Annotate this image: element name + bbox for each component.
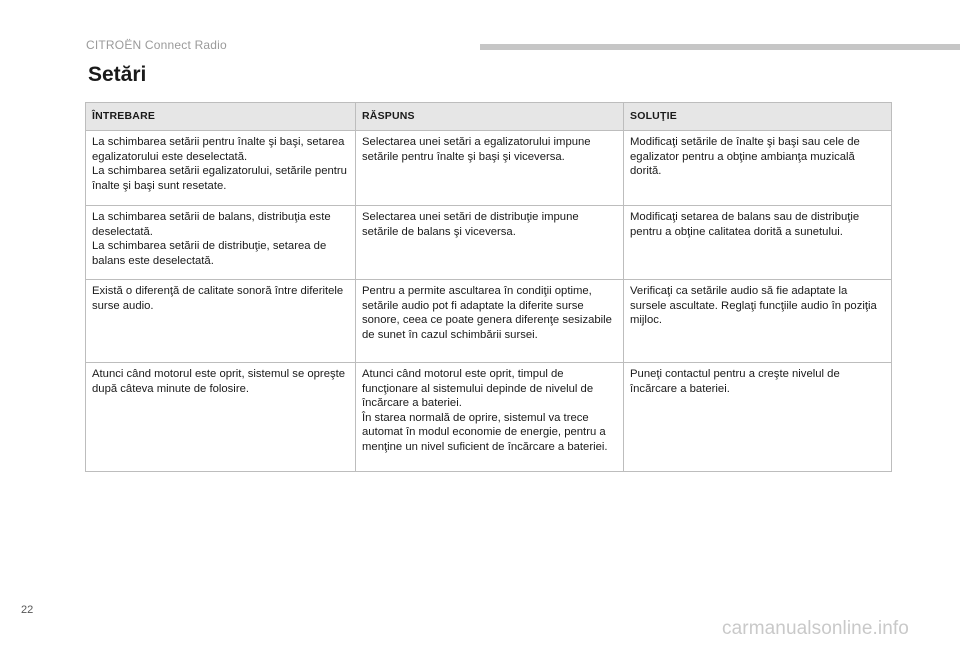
- table-row: [86, 206, 892, 280]
- page-number: 22: [21, 604, 34, 616]
- watermark-text: carmanualsonline.info: [722, 618, 909, 639]
- manual-header-title: CITROËN Connect Radio: [86, 38, 227, 52]
- table-row: [86, 280, 892, 363]
- header-rule-bar: [480, 44, 960, 50]
- answer-cell: Pentru a permite ascultarea în condiţii optime, setările audio pot fi adaptate la diferite surse sonore, ceea ce poate genera diferenţe sesizabile de sunet în cazul schimbării sursei.: [356, 280, 624, 363]
- answer-cell: Atunci când motorul este oprit, timpul de funcţionare al sistemului depinde de nivelul de încărcare a bateriei. În starea normală de oprire, sistemul va trece automat în modul economie de energie, pentru a menţine un nivel suficient de încărcare a bateriei.: [356, 363, 624, 472]
- table-header-row: [86, 103, 892, 131]
- question-cell: La schimbarea setării pentru înalte şi başi, setarea egalizatorului este deselectată. La schimbarea setării egalizatorului, setările pentru înalte şi başi sunt resetate.: [86, 131, 356, 206]
- table-row: [86, 363, 892, 472]
- answer-cell: Selectarea unei setări de distribuţie impune setările de balans şi viceversa.: [356, 206, 624, 280]
- question-cell: La schimbarea setării de balans, distribuţia este deselectată. La schimbarea setării de distribuţie, setarea de balans este deselectată.: [86, 206, 356, 280]
- troubleshooting-table: [85, 102, 892, 472]
- table-row: [86, 131, 892, 206]
- solution-cell: Modificaţi setările de înalte şi başi sau cele de egalizator pentru a obţine ambianţa muzicală dorită.: [624, 131, 892, 206]
- question-cell: Există o diferenţă de calitate sonoră între diferitele surse audio.: [86, 280, 356, 363]
- solution-cell: Verificaţi ca setările audio să fie adaptate la sursele ascultate. Reglaţi funcţiile audio în poziţia mijloc.: [624, 280, 892, 363]
- section-title: Setări: [88, 63, 147, 86]
- column-header-question: ÎNTREBARE: [86, 103, 356, 131]
- question-cell: Atunci când motorul este oprit, sistemul se opreşte după câteva minute de folosire.: [86, 363, 356, 472]
- solution-cell: Modificaţi setarea de balans sau de distribuţie pentru a obţine calitatea dorită a sunetului.: [624, 206, 892, 280]
- column-header-solution: SOLUŢIE: [624, 103, 892, 131]
- column-header-answer: RĂSPUNS: [356, 103, 624, 131]
- solution-cell: Puneţi contactul pentru a creşte nivelul de încărcare a bateriei.: [624, 363, 892, 472]
- answer-cell: Selectarea unei setări a egalizatorului impune setările pentru înalte şi başi şi viceversa.: [356, 131, 624, 206]
